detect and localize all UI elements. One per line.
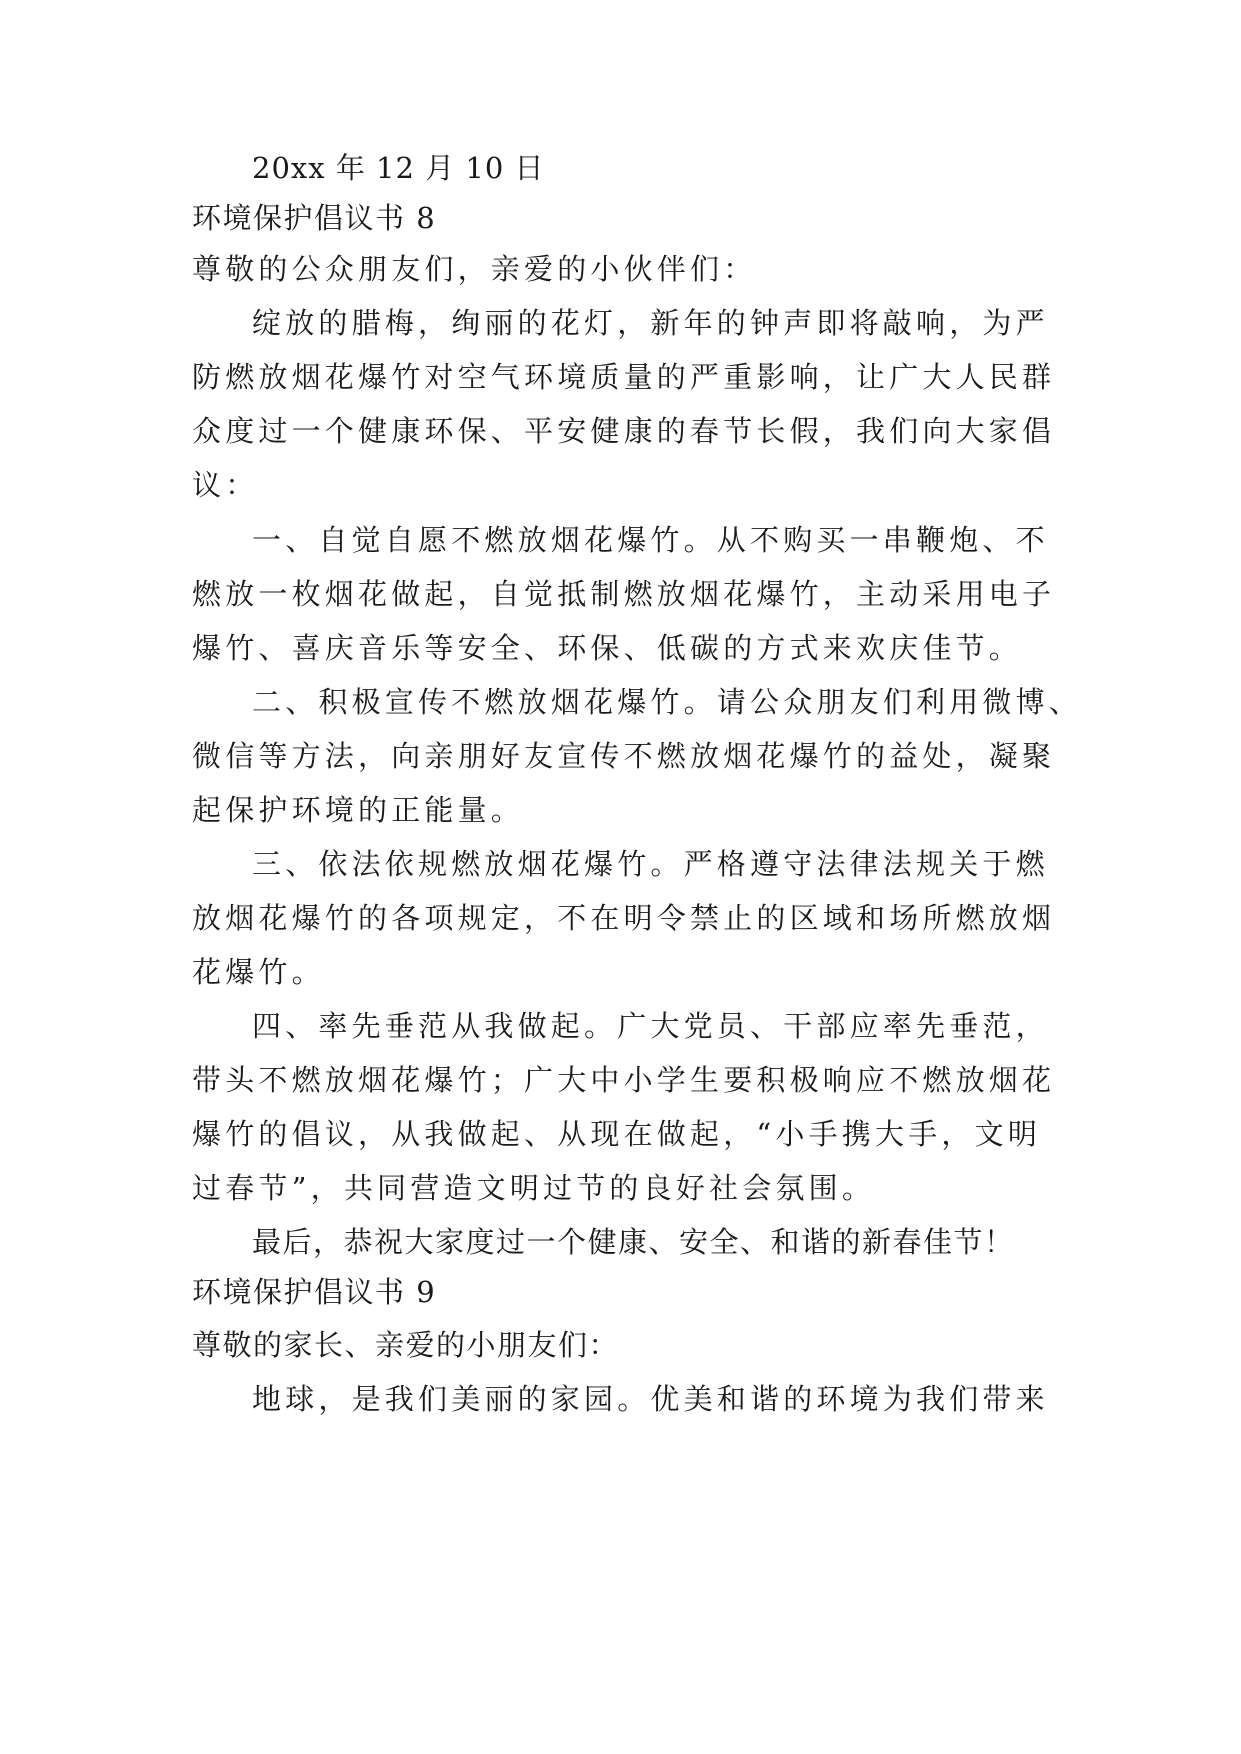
section-8-item-1-line-3: 爆竹、喜庆音乐等安全、环保、低碳的方式来欢庆佳节。 xyxy=(192,631,1023,665)
section-8-closing: 最后，恭祝大家度过一个健康、安全、和谐的新春佳节！ xyxy=(252,1225,1015,1259)
section-8-title: 环境保护倡议书 8 xyxy=(192,201,437,235)
section-8-item-3-line-3: 花爆竹。 xyxy=(192,955,325,989)
section-8-salutation: 尊敬的公众朋友们，亲爱的小伙伴们： xyxy=(192,252,757,286)
section-8-item-4-line-4: 过春节”，共同营造文明过节的良好社会氛围。 xyxy=(192,1171,876,1205)
section-8-intro-line-3: 众度过一个健康环保、平安健康的春节长假，我们向大家倡 xyxy=(192,414,1056,448)
section-8-intro-line-1: 绽放的腊梅，绚丽的花灯，新年的钟声即将敲响，为严 xyxy=(252,306,1049,340)
section-8-item-4-line-3: 爆竹的倡议，从我做起、从现在做起，“小手携大手，文明 xyxy=(192,1117,1042,1151)
section-8-item-4-line-2: 带头不燃放烟花爆竹；广大中小学生要积极响应不燃放烟花 xyxy=(192,1063,1056,1097)
section-8-item-3-line-2: 放烟花爆竹的各项规定，不在明令禁止的区域和场所燃放烟 xyxy=(192,901,1056,935)
section-8-item-2-line-3: 起保护环境的正能量。 xyxy=(192,793,525,827)
section-8-item-1-line-2: 燃放一枚烟花做起，自觉抵制燃放烟花爆竹，主动采用电子 xyxy=(192,577,1056,611)
section-8-item-1-line-1: 一、自觉自愿不燃放烟花爆竹。从不购买一串鞭炮、不 xyxy=(252,523,1049,557)
section-8-intro-line-4: 议： xyxy=(192,468,259,502)
section-9-title: 环境保护倡议书 9 xyxy=(192,1275,437,1309)
section-9-intro-line-1: 地球，是我们美丽的家园。优美和谐的环境为我们带来 xyxy=(252,1382,1049,1416)
section-8-item-4-line-1: 四、率先垂范从我做起。广大党员、干部应率先垂范， xyxy=(252,1009,1049,1043)
date-line: 20xx 年 12 月 10 日 xyxy=(252,151,545,185)
section-8-item-2-line-1: 二、积极宣传不燃放烟花爆竹。请公众朋友们利用微博、 xyxy=(252,685,1083,719)
section-8-intro-line-2: 防燃放烟花爆竹对空气环境质量的严重影响，让广大人民群 xyxy=(192,360,1056,394)
section-8-item-2-line-2: 微信等方法，向亲朋好友宣传不燃放烟花爆竹的益处，凝聚 xyxy=(192,739,1056,773)
section-9-salutation: 尊敬的家长、亲爱的小朋友们： xyxy=(192,1328,620,1362)
section-8-item-3-line-1: 三、依法依规燃放烟花爆竹。严格遵守法律法规关于燃 xyxy=(252,847,1049,881)
